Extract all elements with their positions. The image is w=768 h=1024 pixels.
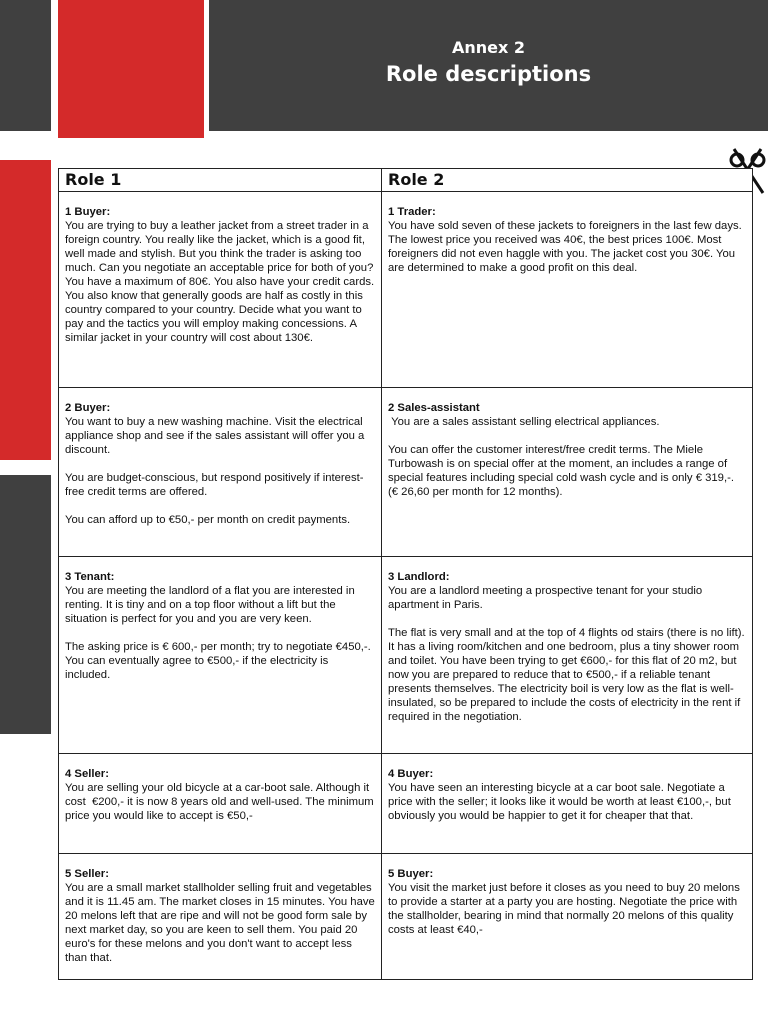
- role-cell-role-1: [59, 388, 382, 557]
- role-table: [58, 168, 753, 980]
- role-text: You are trying to buy a leather jacket from a street trader in a foreign country. You really like the jacket, which is a good fit, well made and stylish. But you think the trader is asking too much. Can you negotiate an acceptable price for both of you? You have a maximum of 80€. You also have your credit cards. You also know that generally goods are half as costly in this country compared to your country. Decide what you want to pay and the tactics you will employ making concessions. A similar jacket in your country will cost about 130€.: [65, 220, 378, 344]
- role-text: You are budget-conscious, but respond positively if interest-free credit terms are offered.: [65, 472, 364, 498]
- role-cell-role-2: [382, 192, 753, 388]
- role-text: You have sold seven of these jackets to foreigners in the last few days. The lowest price you received was 40€, the best prices 100€. Most foreigners did not even haggle with you. The jacket cost you 30€. You are determined to make a good profit on this deal.: [388, 220, 745, 274]
- annex-label: Annex 2: [451, 38, 526, 57]
- header-dark-block-left: [0, 0, 51, 131]
- page-title: Role descriptions: [385, 62, 592, 86]
- role-text: The asking price is € 600,- per month; try to negotiate €450,-. You can eventually agree to €500,- if the electricity is included.: [65, 641, 374, 681]
- table-row: [59, 854, 753, 980]
- column-header-role-2: Role 2: [382, 169, 753, 192]
- role-text: You can afford up to €50,- per month on credit payments.: [65, 514, 351, 526]
- role-text: You want to buy a new washing machine. Visit the electrical appliance shop and see if the sales assistant will offer you a discount.: [65, 416, 368, 456]
- side-red-block: [0, 160, 51, 460]
- role-text: You visit the market just before it closes as you need to buy 20 melons to provide a starter at a party you are hosting. Negotiate the price with the stallholder, bearing in mind that normally 20 melons of this quality costs at least €40,-: [388, 882, 744, 936]
- role-text: You are a landlord meeting a prospective tenant for your studio apartment in Paris.: [388, 585, 706, 611]
- header-title: [209, 38, 768, 88]
- role-title: 2 Sales-assistant: [388, 402, 480, 414]
- header-red-block: [58, 0, 204, 138]
- role-cell-role-2: [382, 754, 753, 854]
- role-text: You are a small market stallholder selling fruit and vegetables and it is 11.45 am. The market closes in 15 minutes. You have 20 melons left that are ripe and will not be good form sale by next market day, so you are keen to sell them. You paid 20 euro's for these melons and you don't want to accept less than that.: [65, 882, 378, 964]
- role-title: 5 Seller:: [65, 868, 109, 880]
- role-text: You are a sales assistant selling electrical appliances.: [388, 416, 660, 428]
- role-title: 4 Seller:: [65, 768, 109, 780]
- role-text: You are selling your old bicycle at a car-boot sale. Although it cost €200,- it is now 8 years old and well-used. The minimum price you would like to accept is €50,-: [65, 782, 377, 822]
- role-cell-role-1: [59, 192, 382, 388]
- role-cell-role-2: [382, 854, 753, 980]
- table-header-row: [59, 169, 753, 192]
- column-header-role-1: Role 1: [59, 169, 382, 192]
- table-row: [59, 192, 753, 388]
- role-title: 1 Buyer:: [65, 206, 111, 218]
- role-cell-role-1: [59, 557, 382, 754]
- table-row: [59, 754, 753, 854]
- role-title: 3 Tenant:: [65, 571, 115, 583]
- role-title: 2 Buyer:: [65, 402, 111, 414]
- role-title: 4 Buyer:: [388, 768, 434, 780]
- role-text: The flat is very small and at the top of 4 flights od stairs (there is no lift). It has a living room/kitchen and one bedroom, plus a tiny shower room and toilet. You have been trying to get €600,- for this flat of 20 m2, but now you are prepared to reduce that to €500,- if a reliable tenant presents themselves. The electricity boil is very low as the flat is well-insulated, so be prepared to include the costs of electricity in the rent if required in the negotiation.: [388, 627, 748, 723]
- role-text: You are meeting the landlord of a flat you are interested in renting. It is tiny and on a top floor without a lift but the situation is perfect for you and you are very keen.: [65, 585, 358, 625]
- role-cell-role-1: [59, 754, 382, 854]
- role-title: 1 Trader:: [388, 206, 436, 218]
- role-cell-role-2: [382, 557, 753, 754]
- role-cell-role-2: [382, 388, 753, 557]
- role-text: You can offer the customer interest/free credit terms. The Miele Turbowash is on special offer at the moment, an includes a range of special features including special cold wash cycle and is only € 319,-. (€ 26,60 per month for 12 months).: [388, 444, 738, 498]
- table-row: [59, 557, 753, 754]
- side-dark-block: [0, 475, 51, 734]
- role-title: 5 Buyer:: [388, 868, 434, 880]
- role-cell-role-1: [59, 854, 382, 980]
- table-row: [59, 388, 753, 557]
- role-text: You have seen an interesting bicycle at a car boot sale. Negotiate a price with the seller; it looks like it would be worth at least €100,-, but obviously you would be happier to get it for cheaper that that.: [388, 782, 734, 822]
- role-title: 3 Landlord:: [388, 571, 450, 583]
